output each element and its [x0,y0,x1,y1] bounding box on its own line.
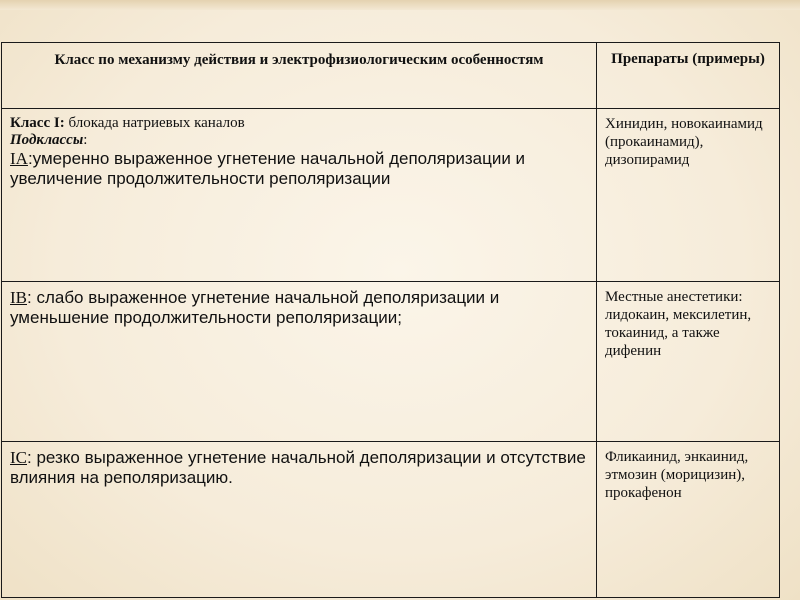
subclasses-line [10,132,588,149]
row3-mechanism-cell [2,442,597,598]
row2-mechanism-cell [2,282,597,442]
table-row [2,442,780,598]
row3-drugs-cell: Фликаинид, энкаинид, этмозин (морицизин), прокафенон [597,442,780,598]
row1-drugs-cell: Хинидин, новокаинамид (прокаинамид), дизопирамид [597,109,780,282]
class-i-text: блокада натриевых каналов [64,115,245,131]
subclasses-colon: : [83,132,88,148]
subclass-ib-text: : слабо выраженное угнетение начальной деполяризации и уменьшение продолжительности реполяризации; [10,288,500,327]
row1-mechanism-cell [2,109,597,282]
slide-top-band [0,0,800,10]
subclass-ic-text: : резко выраженное угнетение начальной деполяризации и отсутствие влияния на реполяризацию. [10,448,586,487]
subclass-ia-text: :умеренно выраженное угнетение начальной деполяризации и увеличение продолжительности реполяризации [10,149,526,188]
table-row [2,282,780,442]
header-drugs: Препараты (примеры) [597,43,780,109]
subclasses-label: Подклассы [10,132,84,148]
subclass-ic [10,448,588,488]
row2-drugs-cell: Местные анестетики: лидокаин, мексилетин, токаинид, а также дифенин [597,282,780,442]
class-i-line [10,115,588,132]
subclass-ib-code: IB [10,288,27,307]
table-row [2,109,780,282]
antiarrhythmic-classes-table [1,42,780,598]
subclass-ia-code: IA [10,149,28,168]
subclass-ic-code: IC [10,448,27,467]
subclass-ia [10,149,588,189]
table-header-row [2,43,780,109]
header-mechanism: Класс по механизму действия и электрофизиологическим особенностям [2,43,597,109]
class-i-label: Класс I: [10,115,65,131]
subclass-ib [10,288,588,328]
